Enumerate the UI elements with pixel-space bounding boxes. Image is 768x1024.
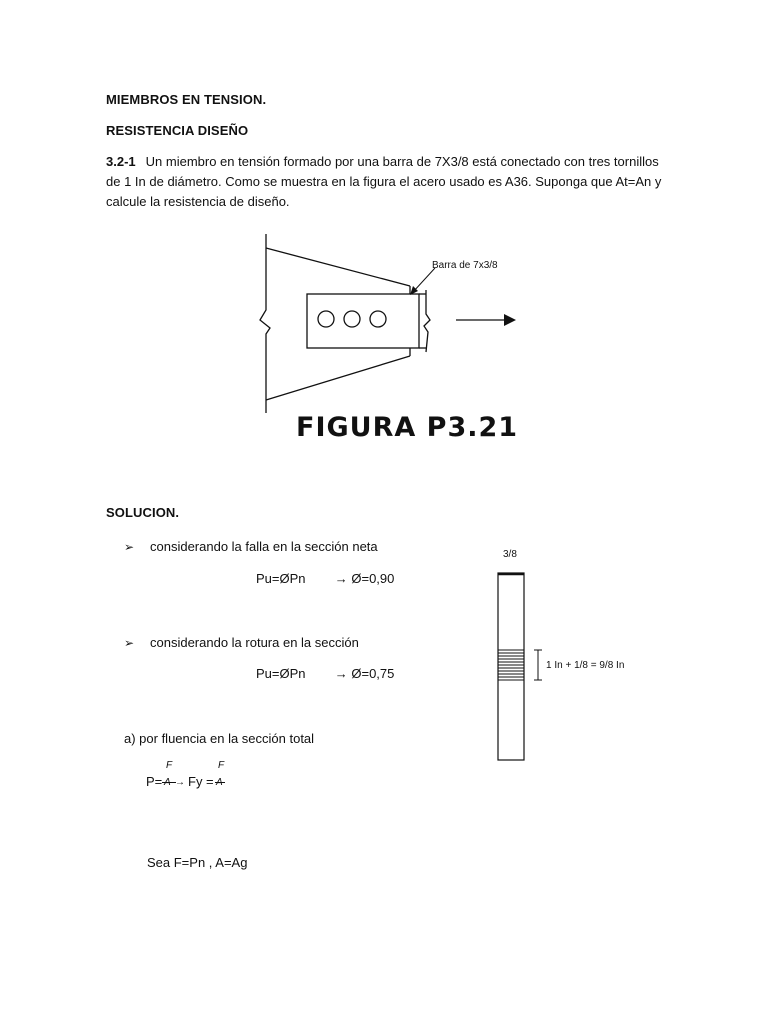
eq1-right: → Ø=0,90 xyxy=(334,571,395,586)
bullet2-text: considerando la rotura en la sección xyxy=(150,635,359,650)
frac1-numerator: F xyxy=(166,760,173,771)
item-a: a) por fluencia en la sección total xyxy=(124,731,315,746)
hole-hatch xyxy=(498,650,524,680)
dimension-bracket-icon xyxy=(534,650,542,680)
hole-dimension-label: 1 In + 1/8 = 9/8 In xyxy=(546,660,625,671)
formula-fy: Fy = xyxy=(188,774,214,789)
tension-arrow-icon xyxy=(456,314,516,326)
frac2-denominator: A xyxy=(216,777,223,788)
solution-title: SOLUCION. xyxy=(106,505,180,520)
bullet1-text: considerando la falla en la sección neta xyxy=(150,539,378,554)
bullet-rupture-section xyxy=(124,633,359,653)
heading-resistencia: RESISTENCIA DISEÑO xyxy=(106,123,249,138)
eq2-right: → Ø=0,75 xyxy=(334,666,395,681)
bullet-net-section xyxy=(124,537,378,557)
equation-2 xyxy=(256,666,394,681)
problem-statement xyxy=(106,152,666,212)
eq1-left: Pu=ØPn xyxy=(256,571,306,586)
problem-text: Un miembro en tensión formado por una barra de 7X3/8 está conectado con tres tornillos de 1 In de diámetro. Como se muestra en la figura el acero usado es A36. Suponga que At=An y calcule la resistencia de diseño. xyxy=(106,154,662,209)
bullet-arrow-icon: ➢ xyxy=(124,636,135,650)
eq2-left: Pu=ØPn xyxy=(256,666,306,681)
tension-bar xyxy=(307,290,430,352)
sea-statement: Sea F=Pn , A=Ag xyxy=(147,855,248,870)
figure-callout: Barra de 7x3/8 xyxy=(432,260,498,271)
figure-p321 xyxy=(250,228,530,418)
bullet-arrow-icon: ➢ xyxy=(124,540,135,554)
thickness-label: 3/8 xyxy=(503,549,517,560)
cross-section-figure xyxy=(488,542,638,767)
frac1-denominator: A xyxy=(164,777,171,788)
equation-1 xyxy=(256,571,394,586)
formula-p: P= xyxy=(146,774,163,789)
plate-section xyxy=(498,573,524,760)
callout-leader-icon xyxy=(410,268,435,295)
figure-caption: FIGURA P3.21 xyxy=(296,412,519,443)
frac2-numerator: F xyxy=(218,760,225,771)
heading-miembros: MIEMBROS EN TENSION. xyxy=(106,92,267,107)
problem-number: 3.2-1 xyxy=(106,154,136,169)
formula-arrow: → xyxy=(175,777,185,788)
